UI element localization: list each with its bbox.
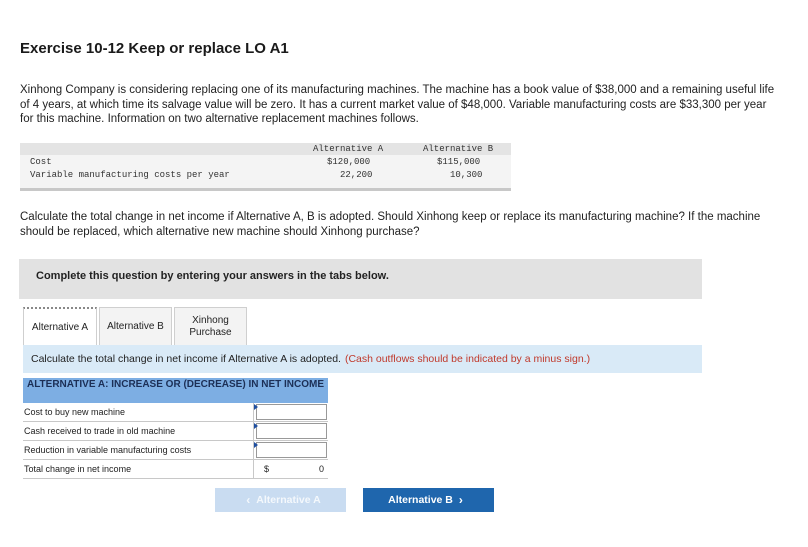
exercise-title: Exercise 10-12 Keep or replace LO A1 xyxy=(20,40,289,57)
calc-prompt-text: Calculate the total change in net income if Alternative A is adopted. xyxy=(31,353,341,365)
input-marker-icon xyxy=(254,404,258,410)
calculation-prompt xyxy=(23,345,702,373)
previous-tab-button[interactable] xyxy=(215,488,346,512)
data-row-variable-costs xyxy=(20,168,511,181)
row-label: Cost to buy new machine xyxy=(24,407,126,417)
currency-symbol: $ xyxy=(264,464,270,474)
answer-table xyxy=(23,378,328,479)
variable-costs-alternative-b: 10,300 xyxy=(450,170,483,180)
answer-row-total xyxy=(23,460,328,479)
data-table-header xyxy=(20,143,511,155)
calc-note: (Cash outflows should be indicated by a minus sign.) xyxy=(344,353,591,365)
answer-row-trade-in xyxy=(23,422,328,441)
row-label: Cost xyxy=(30,157,52,167)
cost-new-machine-input[interactable] xyxy=(256,404,327,420)
instruction-box xyxy=(19,259,702,299)
answer-row-cost-new-machine xyxy=(23,403,328,422)
tab-alternative-a[interactable] xyxy=(23,307,97,345)
chevron-left-icon: ‹ xyxy=(246,493,251,507)
next-button-label: Alternative B xyxy=(388,494,453,506)
answer-row-reduction-variable-costs xyxy=(23,441,328,460)
tab-alternative-b[interactable] xyxy=(99,307,172,345)
answer-cell xyxy=(253,422,328,441)
machine-data-table xyxy=(20,143,511,191)
row-label: Cash received to trade in old machine xyxy=(24,426,176,436)
row-label: Variable manufacturing costs per year xyxy=(30,170,230,180)
answer-cell xyxy=(253,403,328,422)
column-header-alternative-a: Alternative A xyxy=(313,144,384,154)
answer-table-header: ALTERNATIVE A: INCREASE OR (DECREASE) IN NET INCOME xyxy=(23,378,328,403)
instruction-text: Complete this question by entering your answers in the tabs below. xyxy=(36,270,389,282)
row-label: Reduction in variable manufacturing costs xyxy=(24,445,192,455)
question-text: Calculate the total change in net income if Alternative A, B is adopted. Should Xinhong keep or replace its manufacturing machine? If the machine should be replaced, which alternative new machine should Xinhong purchase? xyxy=(20,211,761,238)
input-marker-icon xyxy=(254,423,258,429)
tab-label: Alternative A xyxy=(31,321,89,333)
next-tab-button[interactable] xyxy=(363,488,494,512)
input-marker-icon xyxy=(254,442,258,448)
tab-label: Alternative B xyxy=(107,321,164,332)
total-value: 0 xyxy=(318,464,324,474)
column-header-alternative-b: Alternative B xyxy=(423,144,494,154)
row-label: Total change in net income xyxy=(24,464,132,474)
total-cell xyxy=(253,460,328,479)
previous-button-label: Alternative A xyxy=(256,494,321,506)
answer-cell xyxy=(253,441,328,460)
cost-alternative-b: $115,000 xyxy=(437,157,481,167)
table-spacer xyxy=(20,181,511,188)
exercise-intro: Xinhong Company is considering replacing one of its manufacturing machines. The machine has a book value of $38,000 and a remaining useful life of 4 years, at which time its salvage value will be zero. It has a current market value of $48,000. Variable manufacturing costs are $33,300 per year for this machine. Information on two alternative replacement machines follows. xyxy=(20,84,775,125)
tab-xinhong-purchase[interactable] xyxy=(174,307,247,345)
data-row-cost xyxy=(20,155,511,168)
trade-in-input[interactable] xyxy=(256,423,327,439)
reduction-variable-costs-input[interactable] xyxy=(256,442,327,458)
cost-alternative-a: $120,000 xyxy=(327,157,371,167)
variable-costs-alternative-a: 22,200 xyxy=(340,170,373,180)
tab-label: Xinhong Purchase xyxy=(189,314,232,338)
chevron-right-icon: › xyxy=(458,493,463,507)
